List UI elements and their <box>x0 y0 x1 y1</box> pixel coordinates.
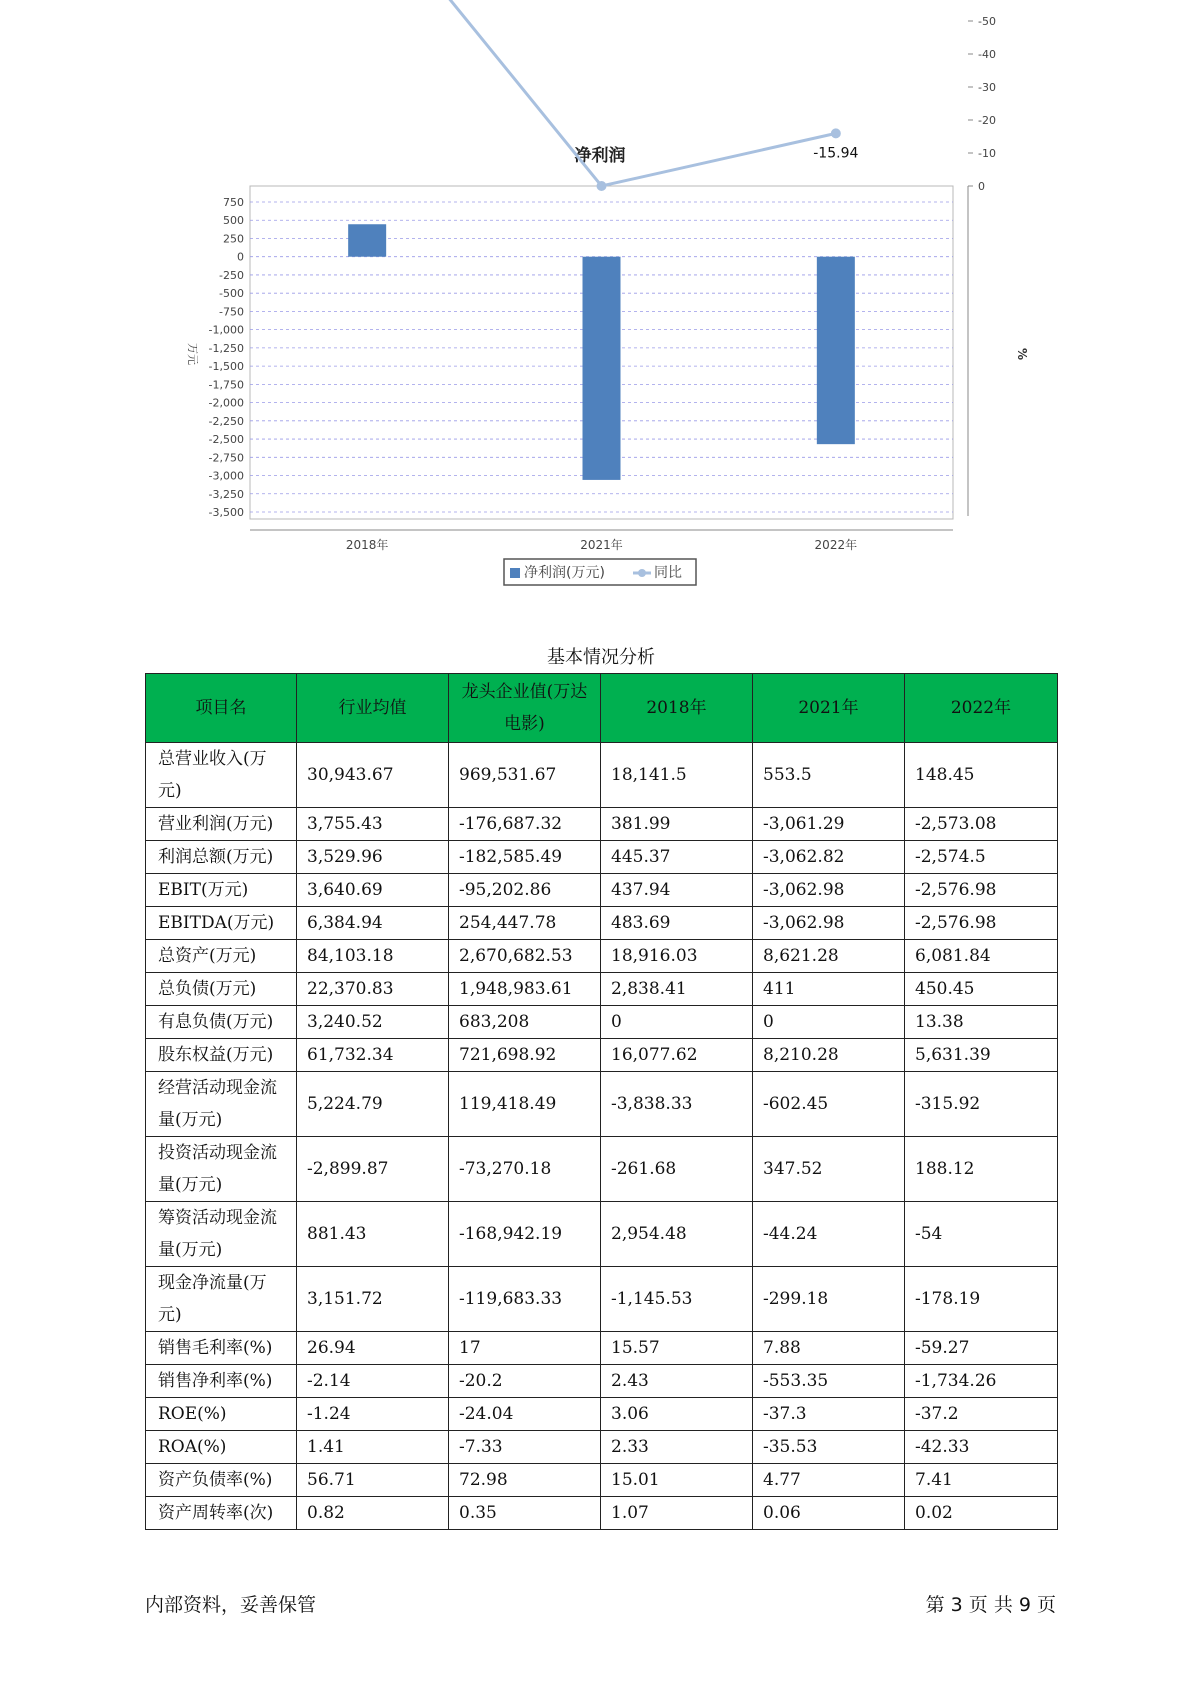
value-cell: -3,062.82 <box>753 841 905 874</box>
table-row <box>146 1431 1058 1464</box>
row-label-cell: 销售净利率(%) <box>146 1365 297 1398</box>
value-cell: -24.04 <box>449 1398 601 1431</box>
y-tick-label: -2,500 <box>208 433 244 447</box>
legend-swatch-point <box>638 569 646 577</box>
y-tick-label: -750 <box>219 305 244 319</box>
value-cell: -1.24 <box>297 1398 449 1431</box>
table-row <box>146 940 1058 973</box>
value-cell: -168,942.19 <box>449 1202 601 1267</box>
value-cell: 553.5 <box>753 743 905 808</box>
header-cell: 2018年 <box>601 674 753 743</box>
value-cell: 445.37 <box>601 841 753 874</box>
y-tick-label: -2,250 <box>208 414 244 428</box>
legend-label-net-profit: 净利润(万元) <box>524 565 605 581</box>
row-label-cell: 有息负债(万元) <box>146 1006 297 1039</box>
y-tick-label: -2,000 <box>208 396 244 410</box>
value-cell: -54 <box>905 1202 1058 1267</box>
value-cell: 1.07 <box>601 1497 753 1530</box>
table-row <box>146 1039 1058 1072</box>
row-label-cell: 资产负债率(%) <box>146 1464 297 1497</box>
y-tick-label: -500 <box>219 287 244 301</box>
y-tick-label: 0 <box>237 250 244 264</box>
value-cell: 0 <box>753 1006 905 1039</box>
value-cell: 0.82 <box>297 1497 449 1530</box>
y2-tick-label: -30 <box>978 81 996 94</box>
table-row <box>146 1202 1058 1267</box>
header-cell: 行业均值 <box>297 674 449 743</box>
y-tick-label: -250 <box>219 268 244 282</box>
value-cell: 3,640.69 <box>297 874 449 907</box>
y2-tick-label: -20 <box>978 114 996 127</box>
value-cell: -2,576.98 <box>905 874 1058 907</box>
bar-net-profit <box>817 257 855 444</box>
x-tick-label: 2018年 <box>345 538 389 552</box>
value-cell: 0.35 <box>449 1497 601 1530</box>
value-cell: -261.68 <box>601 1137 753 1202</box>
value-cell: 0.02 <box>905 1497 1058 1530</box>
value-cell: -3,062.98 <box>753 907 905 940</box>
table-row <box>146 841 1058 874</box>
value-cell: 3,755.43 <box>297 808 449 841</box>
value-cell: 119,418.49 <box>449 1072 601 1137</box>
value-cell: -2,573.08 <box>905 808 1058 841</box>
row-label-cell: 投资活动现金流量(万元) <box>146 1137 297 1202</box>
legend-label-yoy: 同比 <box>654 565 682 581</box>
value-cell: 347.52 <box>753 1137 905 1202</box>
table-row <box>146 1137 1058 1202</box>
value-cell: -20.2 <box>449 1365 601 1398</box>
bar-net-profit <box>583 257 621 480</box>
y2-tick-label: -40 <box>978 48 996 61</box>
value-cell: 6,384.94 <box>297 907 449 940</box>
value-cell: 969,531.67 <box>449 743 601 808</box>
value-cell: 483.69 <box>601 907 753 940</box>
table-caption: 基本情况分析 <box>547 647 655 668</box>
value-cell: 254,447.78 <box>449 907 601 940</box>
value-cell: 3,529.96 <box>297 841 449 874</box>
value-cell: 5,224.79 <box>297 1072 449 1137</box>
value-cell: -37.3 <box>753 1398 905 1431</box>
value-cell: -44.24 <box>753 1202 905 1267</box>
value-cell: 2.33 <box>601 1431 753 1464</box>
value-cell: -315.92 <box>905 1072 1058 1137</box>
legend-swatch-bar <box>510 568 520 578</box>
y2-tick-label: 0 <box>978 180 985 193</box>
x-tick-label: 2022年 <box>814 538 858 552</box>
data-label-yoy: -15.94 <box>813 145 859 162</box>
value-cell: -37.2 <box>905 1398 1058 1431</box>
row-label-cell: 总负债(万元) <box>146 973 297 1006</box>
value-cell: 13.38 <box>905 1006 1058 1039</box>
table-row <box>146 1398 1058 1431</box>
value-cell: 3,151.72 <box>297 1267 449 1332</box>
row-label-cell: EBIT(万元) <box>146 874 297 907</box>
table-row <box>146 973 1058 1006</box>
value-cell: -73,270.18 <box>449 1137 601 1202</box>
table-row <box>146 1497 1058 1530</box>
value-cell: -3,062.98 <box>753 874 905 907</box>
value-cell: 15.57 <box>601 1332 753 1365</box>
value-cell: 84,103.18 <box>297 940 449 973</box>
x-tick-label: 2021年 <box>580 538 623 552</box>
value-cell: 8,621.28 <box>753 940 905 973</box>
row-label-cell: ROE(%) <box>146 1398 297 1431</box>
value-cell: -119,683.33 <box>449 1267 601 1332</box>
value-cell: 3.06 <box>601 1398 753 1431</box>
table-header-row <box>146 674 1058 743</box>
y2-axis-label: % <box>1015 347 1029 361</box>
header-cell: 龙头企业值(万达电影) <box>449 674 601 743</box>
value-cell: 1.41 <box>297 1431 449 1464</box>
row-label-cell: 营业利润(万元) <box>146 808 297 841</box>
net-profit-chart <box>0 0 1191 600</box>
row-label-cell: 经营活动现金流量(万元) <box>146 1072 297 1137</box>
footer-confidential-note: 内部资料，妥善保管 <box>145 1594 317 1616</box>
value-cell: 683,208 <box>449 1006 601 1039</box>
value-cell: 15.01 <box>601 1464 753 1497</box>
value-cell: 881.43 <box>297 1202 449 1267</box>
y-tick-label: -1,000 <box>208 323 244 337</box>
table-row <box>146 743 1058 808</box>
header-cell: 2021年 <box>753 674 905 743</box>
table-row <box>146 1332 1058 1365</box>
value-cell: 8,210.28 <box>753 1039 905 1072</box>
value-cell: 2,954.48 <box>601 1202 753 1267</box>
value-cell: -95,202.86 <box>449 874 601 907</box>
value-cell: 0.06 <box>753 1497 905 1530</box>
value-cell: -3,838.33 <box>601 1072 753 1137</box>
value-cell: 30,943.67 <box>297 743 449 808</box>
y-tick-label: -1,500 <box>208 360 244 374</box>
value-cell: 2.43 <box>601 1365 753 1398</box>
value-cell: 1,948,983.61 <box>449 973 601 1006</box>
table-row <box>146 808 1058 841</box>
row-label-cell: 现金净流量(万元) <box>146 1267 297 1332</box>
table-row <box>146 1464 1058 1497</box>
value-cell: -2.14 <box>297 1365 449 1398</box>
row-label-cell: ROA(%) <box>146 1431 297 1464</box>
y-tick-label: -3,250 <box>208 487 244 501</box>
y-tick-label: 250 <box>223 232 244 246</box>
value-cell: 7.41 <box>905 1464 1058 1497</box>
value-cell: -35.53 <box>753 1431 905 1464</box>
table-row <box>146 1365 1058 1398</box>
table-row <box>146 1006 1058 1039</box>
value-cell: -178.19 <box>905 1267 1058 1332</box>
chart-title: 净利润 <box>574 146 626 166</box>
footer-page-number: 第 3 页 共 9 页 <box>925 1594 1056 1616</box>
value-cell: 22,370.83 <box>297 973 449 1006</box>
table-row <box>146 1267 1058 1332</box>
table-row <box>146 1072 1058 1137</box>
basic-analysis-table <box>145 673 1058 1530</box>
value-cell: -602.45 <box>753 1072 905 1137</box>
header-cell: 2022年 <box>905 674 1058 743</box>
value-cell: 17 <box>449 1332 601 1365</box>
header-cell: 项目名 <box>146 674 297 743</box>
value-cell: -7.33 <box>449 1431 601 1464</box>
value-cell: -42.33 <box>905 1431 1058 1464</box>
value-cell: -2,576.98 <box>905 907 1058 940</box>
row-label-cell: 利润总额(万元) <box>146 841 297 874</box>
value-cell: 0 <box>601 1006 753 1039</box>
y2-tick-label: -10 <box>978 147 996 160</box>
value-cell: 61,732.34 <box>297 1039 449 1072</box>
value-cell: -553.35 <box>753 1365 905 1398</box>
value-cell: 437.94 <box>601 874 753 907</box>
y-tick-label: 500 <box>223 214 244 228</box>
table-row <box>146 874 1058 907</box>
row-label-cell: 总资产(万元) <box>146 940 297 973</box>
line-point-yoy <box>831 128 841 138</box>
value-cell: 2,838.41 <box>601 973 753 1006</box>
value-cell: -176,687.32 <box>449 808 601 841</box>
value-cell: 18,916.03 <box>601 940 753 973</box>
y-tick-label: -1,750 <box>208 378 244 392</box>
value-cell: 56.71 <box>297 1464 449 1497</box>
value-cell: 7.88 <box>753 1332 905 1365</box>
line-point-yoy <box>597 181 607 191</box>
value-cell: -3,061.29 <box>753 808 905 841</box>
row-label-cell: EBITDA(万元) <box>146 907 297 940</box>
y-tick-label: -3,500 <box>208 506 244 519</box>
value-cell: -59.27 <box>905 1332 1058 1365</box>
value-cell: 6,081.84 <box>905 940 1058 973</box>
value-cell: 72.98 <box>449 1464 601 1497</box>
row-label-cell: 股东权益(万元) <box>146 1039 297 1072</box>
value-cell: 16,077.62 <box>601 1039 753 1072</box>
value-cell: 721,698.92 <box>449 1039 601 1072</box>
row-label-cell: 销售毛利率(%) <box>146 1332 297 1365</box>
value-cell: 3,240.52 <box>297 1006 449 1039</box>
value-cell: -299.18 <box>753 1267 905 1332</box>
y-tick-label: -3,000 <box>208 469 244 483</box>
value-cell: 188.12 <box>905 1137 1058 1202</box>
value-cell: -2,899.87 <box>297 1137 449 1202</box>
value-cell: -1,145.53 <box>601 1267 753 1332</box>
value-cell: 381.99 <box>601 808 753 841</box>
value-cell: 4.77 <box>753 1464 905 1497</box>
value-cell: 5,631.39 <box>905 1039 1058 1072</box>
y-tick-label: 750 <box>223 196 244 209</box>
value-cell: -1,734.26 <box>905 1365 1058 1398</box>
y-axis-label: 万元 <box>186 343 199 365</box>
row-label-cell: 筹资活动现金流量(万元) <box>146 1202 297 1267</box>
value-cell: 450.45 <box>905 973 1058 1006</box>
value-cell: 411 <box>753 973 905 1006</box>
value-cell: 148.45 <box>905 743 1058 808</box>
y-tick-label: -2,750 <box>208 451 244 465</box>
bar-net-profit <box>348 224 386 256</box>
y2-tick-label: -50 <box>978 15 996 28</box>
table-row <box>146 907 1058 940</box>
value-cell: -2,574.5 <box>905 841 1058 874</box>
value-cell: 26.94 <box>297 1332 449 1365</box>
value-cell: 18,141.5 <box>601 743 753 808</box>
y-tick-label: -1,250 <box>208 341 244 355</box>
value-cell: 2,670,682.53 <box>449 940 601 973</box>
row-label-cell: 资产周转率(次) <box>146 1497 297 1530</box>
row-label-cell: 总营业收入(万元) <box>146 743 297 808</box>
value-cell: -182,585.49 <box>449 841 601 874</box>
